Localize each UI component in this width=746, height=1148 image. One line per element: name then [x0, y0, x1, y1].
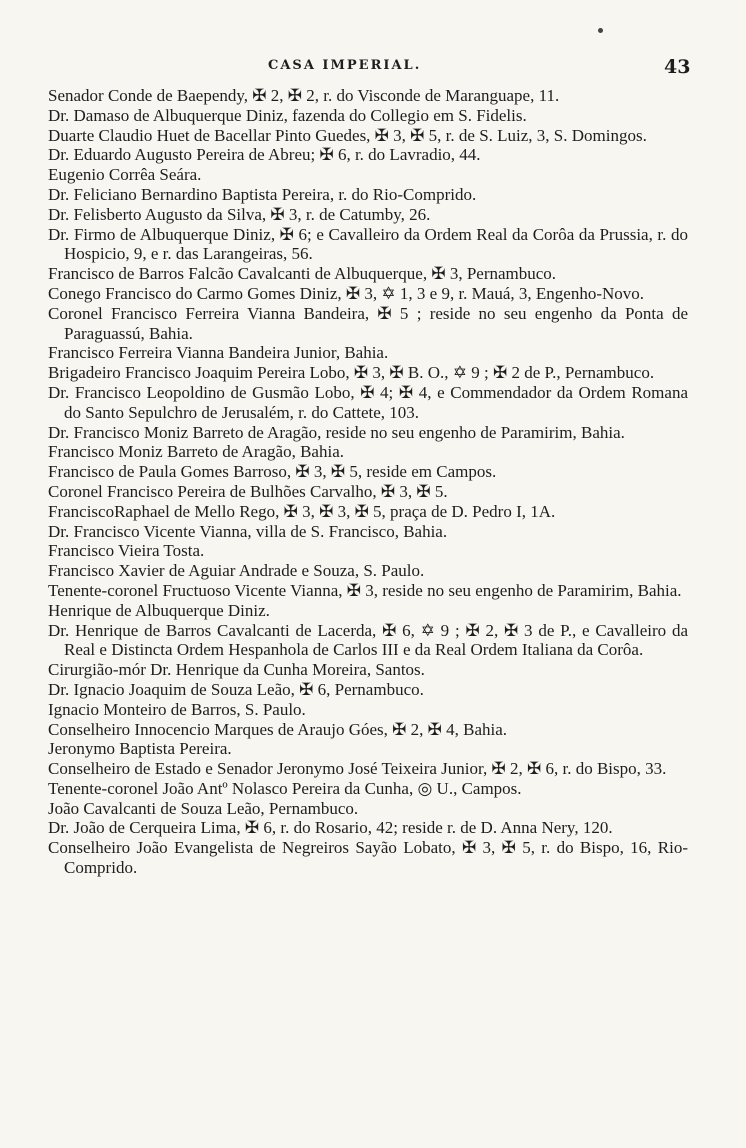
- list-item: Eugenio Corrêa Seára.: [48, 165, 202, 185]
- page-number: 43: [664, 56, 691, 78]
- list-item: Conego Francisco do Carmo Gomes Diniz, ✠ 3, ✡ 1, 3 e 9, r. Mauá, 3, Engenho-Novo.: [48, 283, 645, 303]
- list-item: Francisco de Barros Falcão Cavalcanti de Albuquerque, ✠ 3, Pernambuco.: [48, 264, 557, 284]
- list-item: Dr. Francisco Leopoldino de Gusmão Lobo, ✠ 4; ✠ 4, e Commendador da Ordem Romana do Santo Sepulchro de Jerusalém, r. do Cattete, 103.: [48, 382, 688, 422]
- list-item: Conselheiro de Estado e Senador Jeronymo José Teixeira Junior, ✠ 2, ✠ 6, r. do Bispo, 33.: [48, 759, 667, 779]
- list-item: Francisco Moniz Barreto de Aragão, Bahia.: [48, 442, 344, 462]
- list-item: Francisco de Paula Gomes Barroso, ✠ 3, ✠ 5, reside em Campos.: [48, 462, 497, 482]
- list-item: Dr. Firmo de Albuquerque Diniz, ✠ 6; e Cavalleiro da Ordem Real da Corôa da Prussia, r. do Hospicio, 9, e r. das Larangeiras, 56.: [48, 224, 688, 264]
- list-item: Duarte Claudio Huet de Bacellar Pinto Guedes, ✠ 3, ✠ 5, r. de S. Luiz, 3, S. Domingos.: [48, 125, 647, 145]
- page-header: [0, 52, 746, 86]
- running-head: CASA IMPERIAL.: [268, 58, 422, 73]
- list-item: Conselheiro João Evangelista de Negreiros Sayão Lobato, ✠ 3, ✠ 5, r. do Bispo, 16, Rio-Comprido.: [48, 838, 688, 878]
- list-item: Francisco Xavier de Aguiar Andrade e Souza, S. Paulo.: [48, 561, 425, 581]
- list-item: Dr. João de Cerqueira Lima, ✠ 6, r. do Rosario, 42; reside r. de D. Anna Nery, 120.: [48, 818, 613, 838]
- list-item: Dr. Damaso de Albuquerque Diniz, fazenda do Collegio em S. Fidelis.: [48, 105, 527, 125]
- list-item: Dr. Henrique de Barros Cavalcanti de Lacerda, ✠ 6, ✡ 9 ; ✠ 2, ✠ 3 de P., e Cavalleiro da Real e Distincta Ordem Hespanhola de Carlos III e da Real Ordem Italiana da Corôa.: [48, 620, 688, 660]
- list-item: Jeronymo Baptista Pereira.: [48, 739, 232, 759]
- ink-speck: [598, 28, 603, 33]
- list-item: Conselheiro Innocencio Marques de Araujo Góes, ✠ 2, ✠ 4, Bahia.: [48, 719, 508, 739]
- list-item: Cirurgião-mór Dr. Henrique da Cunha Moreira, Santos.: [48, 660, 425, 680]
- list-item: Senador Conde de Baependy, ✠ 2, ✠ 2, r. do Visconde de Maranguape, 11.: [48, 86, 560, 105]
- list-item: João Cavalcanti de Souza Leão, Pernambuco.: [48, 798, 359, 818]
- list-item: Dr. Ignacio Joaquim de Souza Leão, ✠ 6, Pernambuco.: [48, 679, 424, 699]
- list-item: Tenente-coronel João Antº Nolasco Pereira da Cunha, ◎ U., Campos.: [48, 778, 522, 798]
- list-item: Dr. Eduardo Augusto Pereira de Abreu; ✠ 6, r. do Lavradio, 44.: [48, 145, 481, 165]
- list-item: Coronel Francisco Ferreira Vianna Bandeira, ✠ 5 ; reside no seu engenho da Ponta de Paraguassú, Bahia.: [48, 303, 688, 343]
- list-item: Tenente-coronel Fructuoso Vicente Vianna, ✠ 3, reside no seu engenho de Paramirim, Bahia.: [48, 580, 682, 600]
- list-item: Dr. Francisco Moniz Barreto de Aragão, reside no seu engenho de Paramirim, Bahia.: [48, 422, 625, 442]
- entry-list: [48, 86, 688, 878]
- list-item: Brigadeiro Francisco Joaquim Pereira Lobo, ✠ 3, ✠ B. O., ✡ 9 ; ✠ 2 de P., Pernambuco.: [48, 363, 655, 383]
- list-item: Henrique de Albuquerque Diniz.: [48, 600, 270, 620]
- list-item: FranciscoRaphael de Mello Rego, ✠ 3, ✠ 3, ✠ 5, praça de D. Pedro I, 1A.: [48, 501, 556, 521]
- list-item: Dr. Francisco Vicente Vianna, villa de S. Francisco, Bahia.: [48, 521, 448, 541]
- list-item: Dr. Felisberto Augusto da Silva, ✠ 3, r. de Catumby, 26.: [48, 204, 431, 224]
- list-item: Coronel Francisco Pereira de Bulhões Carvalho, ✠ 3, ✠ 5.: [48, 481, 448, 501]
- list-item: Dr. Feliciano Bernardino Baptista Pereira, r. do Rio-Comprido.: [48, 184, 477, 204]
- list-item: Francisco Ferreira Vianna Bandeira Junior, Bahia.: [48, 343, 389, 363]
- list-item: Ignacio Monteiro de Barros, S. Paulo.: [48, 699, 306, 719]
- list-item: Francisco Vieira Tosta.: [48, 541, 205, 561]
